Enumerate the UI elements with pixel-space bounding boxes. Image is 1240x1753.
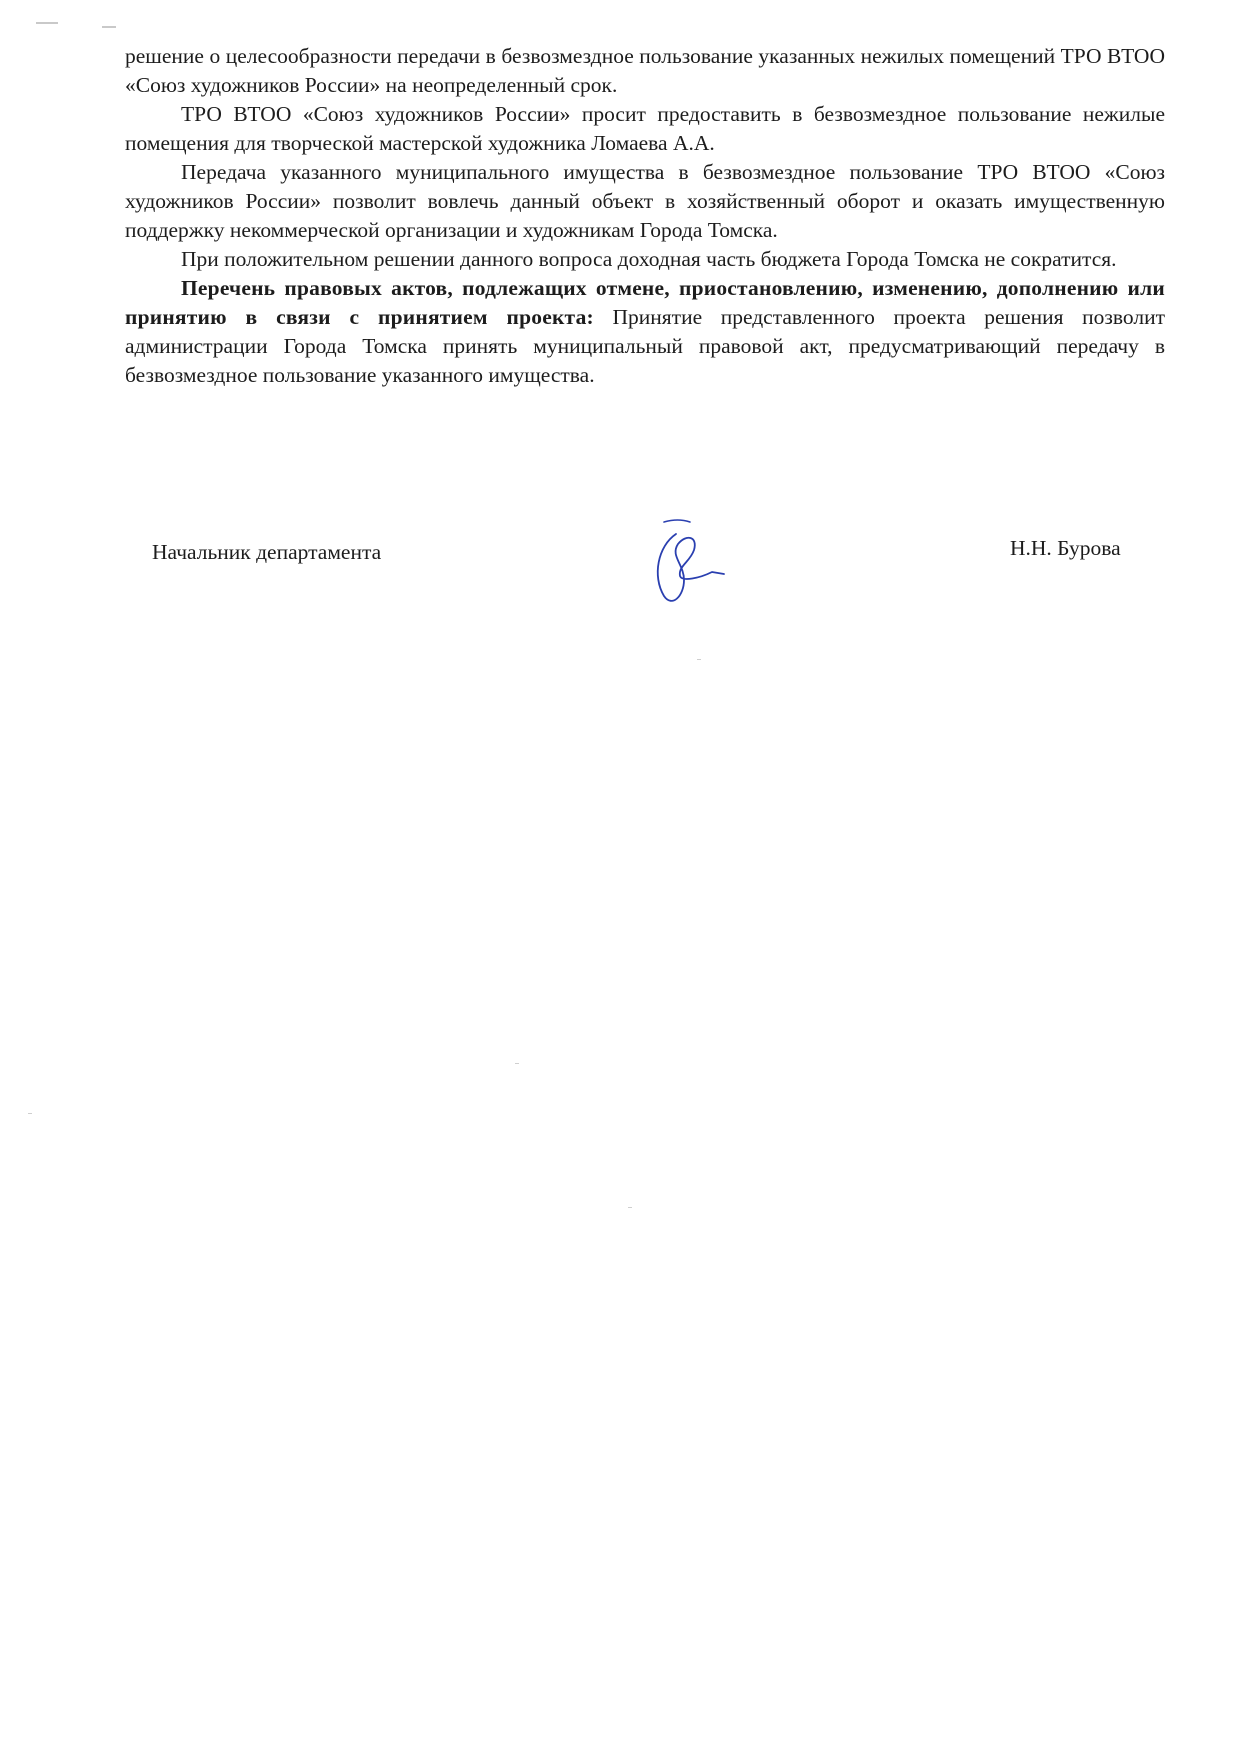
legal-acts-heading: Перечень правовых актов, подлежащих отмене, приостановлению, изменению, дополнению или принятию в связи с принятием проекта: bbox=[125, 276, 1165, 329]
scan-artifact bbox=[28, 1113, 32, 1114]
signatory-title: Начальник департамента bbox=[152, 540, 382, 564]
paragraph-request: ТРО ВТОО «Союз художников России» просит предоставить в безвозмездное пользование нежилые помещения для творческой мастерской художника Ломаева А.А. bbox=[125, 102, 1165, 155]
paragraph-continuation: решение о целесообразности передачи в безвозмездное пользование указанных нежилых помещений ТРО ВТОО «Союз художников России» на неопределенный срок. bbox=[125, 44, 1165, 97]
signatory-name: Н.Н. Бурова bbox=[1010, 536, 1121, 560]
paragraph-transfer-benefit: Передача указанного муниципального имущества в безвозмездное пользование ТРО ВТОО «Союз художников России» позволит вовлечь данный объект в хозяйственный оборот и оказать имущественную поддержку некоммерческой организации и художникам Города Томска. bbox=[125, 160, 1165, 242]
scan-artifact bbox=[102, 26, 116, 28]
document-body bbox=[125, 42, 1165, 390]
legal-acts-text: Принятие представленного проекта решения позволит администрации Города Томска принять муниципальный правовой акт, предусматривающий передачу в безвозмездное пользование указанного имущества. bbox=[125, 305, 1165, 387]
scan-artifact bbox=[628, 1207, 632, 1208]
scan-artifact bbox=[36, 22, 58, 24]
signature-block bbox=[0, 530, 1240, 630]
paragraph-legal-acts bbox=[125, 274, 1165, 390]
scan-artifact bbox=[515, 1063, 519, 1064]
handwritten-signature bbox=[650, 516, 740, 616]
scan-artifact bbox=[697, 659, 701, 660]
paragraph-budget: При положительном решении данного вопроса доходная часть бюджета Города Томска не сократится. bbox=[181, 247, 1117, 271]
